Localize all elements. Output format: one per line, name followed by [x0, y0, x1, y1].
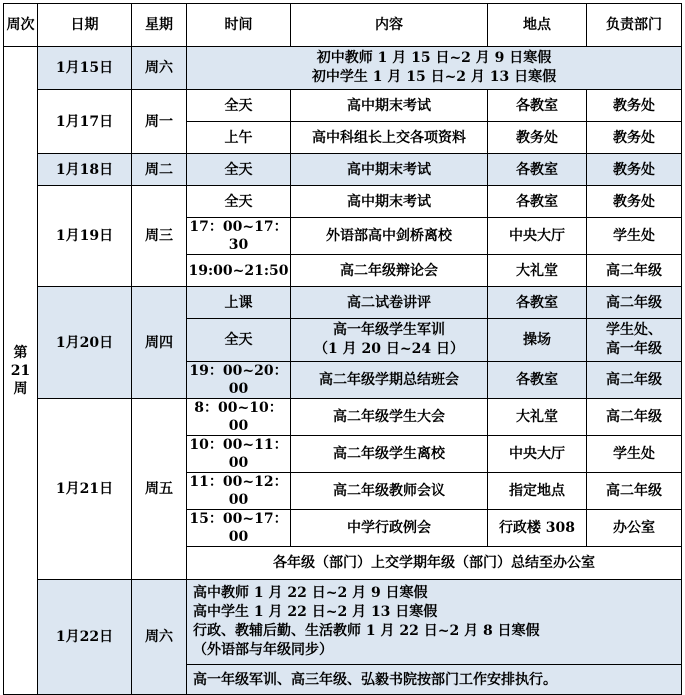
- row-content: 高二年级辩论会: [291, 255, 488, 287]
- row-content: 高中期末考试: [291, 90, 488, 122]
- header-week: 周次: [4, 4, 38, 47]
- day-weekday: 周三: [132, 186, 187, 287]
- row-time: 全天: [187, 186, 291, 218]
- row-time: 全天: [187, 90, 291, 122]
- row-place: 指定地点: [488, 473, 587, 510]
- row-time: 19:00~21:50: [187, 255, 291, 287]
- row-content: [291, 319, 488, 362]
- row-time: 19：00~20：00: [187, 362, 291, 399]
- day-weekday: 周一: [132, 90, 187, 154]
- row-place: 大礼堂: [488, 399, 587, 436]
- row-content: 外语部高中剑桥离校: [291, 218, 488, 255]
- row-dept: 高二年级: [587, 399, 682, 436]
- content-line: 高一年级学生军训: [333, 322, 445, 338]
- day-weekday: 周四: [132, 287, 187, 399]
- row-content: 高二年级学期总结班会: [291, 362, 488, 399]
- day-date: 1月20日: [38, 287, 132, 399]
- week-label: 第21周: [4, 47, 38, 695]
- row-time: 上午: [187, 122, 291, 154]
- note-line: 高中学生 1 月 22 日~2 月 13 日寒假: [193, 604, 438, 620]
- schedule-table: [3, 3, 682, 695]
- row-content: 中学行政例会: [291, 510, 488, 547]
- row-time: 11：00~12：00: [187, 473, 291, 510]
- row-place: 各教室: [488, 362, 587, 399]
- row-place: 教务处: [488, 122, 587, 154]
- row-time: 10：00~11：00: [187, 436, 291, 473]
- note-line: 高中教师 1 月 22 日~2 月 9 日寒假: [193, 585, 428, 601]
- row-place: 各教室: [488, 90, 587, 122]
- row-time: 全天: [187, 319, 291, 362]
- row-content: 高二年级教师会议: [291, 473, 488, 510]
- row-dept: 教务处: [587, 154, 682, 186]
- table-row: [4, 186, 682, 218]
- header-time: 时间: [187, 4, 291, 47]
- header-dept: 负责部门: [587, 4, 682, 47]
- row-dept: 教务处: [587, 90, 682, 122]
- day-date: 1月22日: [38, 580, 132, 695]
- day-date: 1月15日: [38, 47, 132, 90]
- table-row: [4, 399, 682, 436]
- day-weekday: 周六: [132, 47, 187, 90]
- header-content: 内容: [291, 4, 488, 47]
- day-note: [187, 580, 682, 665]
- day-date: 1月19日: [38, 186, 132, 287]
- day-date: 1月21日: [38, 399, 132, 580]
- table-row: [4, 154, 682, 186]
- row-content: 高中期末考试: [291, 154, 488, 186]
- header-weekday: 星期: [132, 4, 187, 47]
- row-content: 高中期末考试: [291, 186, 488, 218]
- note-line: （外语部与年级同步）: [193, 642, 333, 658]
- row-dept: 学生处: [587, 436, 682, 473]
- row-place: 各教室: [488, 154, 587, 186]
- row-content: 高二年级学生大会: [291, 399, 488, 436]
- row-place: 中央大厅: [488, 436, 587, 473]
- row-place: 各教室: [488, 287, 587, 319]
- row-place: 大礼堂: [488, 255, 587, 287]
- note-line: 初中教师 1 月 15 日~2 月 9 日寒假: [316, 50, 552, 66]
- header-date: 日期: [38, 4, 132, 47]
- day-date: 1月17日: [38, 90, 132, 154]
- row-dept: 教务处: [587, 186, 682, 218]
- dept-line: 高一年级: [606, 341, 662, 357]
- row-content: 高二试卷讲评: [291, 287, 488, 319]
- row-time: 15：00~17：00: [187, 510, 291, 547]
- note-line: 行政、教辅后勤、生活教师 1 月 22 日~2 月 8 日寒假: [193, 623, 540, 639]
- row-time: 8：00~10：00: [187, 399, 291, 436]
- row-place: 各教室: [488, 186, 587, 218]
- note-line: 初中学生 1 月 15 日~2 月 13 日寒假: [311, 69, 557, 85]
- day-note-2: 高一年级军训、高三年级、弘毅书院按部门工作安排执行。: [187, 665, 682, 695]
- dept-line: 学生处、: [606, 322, 662, 338]
- table-row: [4, 47, 682, 90]
- row-dept: [587, 319, 682, 362]
- row-dept: 教务处: [587, 122, 682, 154]
- row-dept: 高二年级: [587, 287, 682, 319]
- day-note: 各年级（部门）上交学期年级（部门）总结至办公室: [187, 547, 682, 580]
- row-place: 操场: [488, 319, 587, 362]
- row-dept: 高二年级: [587, 362, 682, 399]
- row-content: 高中科组长上交各项资料: [291, 122, 488, 154]
- day-date: 1月18日: [38, 154, 132, 186]
- day-weekday: 周二: [132, 154, 187, 186]
- day-weekday: 周六: [132, 580, 187, 695]
- row-dept: 高二年级: [587, 473, 682, 510]
- header-place: 地点: [488, 4, 587, 47]
- header-row: [4, 4, 682, 47]
- day-note: [187, 47, 682, 90]
- content-line: （1 月 20 日~24 日）: [314, 341, 464, 357]
- table-row: [4, 287, 682, 319]
- row-dept: 办公室: [587, 510, 682, 547]
- row-dept: 高二年级: [587, 255, 682, 287]
- row-place: 中央大厅: [488, 218, 587, 255]
- row-time: 全天: [187, 154, 291, 186]
- table-row: [4, 90, 682, 122]
- row-time: 上课: [187, 287, 291, 319]
- day-weekday: 周五: [132, 399, 187, 580]
- row-dept: 学生处: [587, 218, 682, 255]
- table-row: [4, 580, 682, 665]
- row-place: 行政楼 308: [488, 510, 587, 547]
- row-time: 17：00~17：30: [187, 218, 291, 255]
- row-content: 高二年级学生离校: [291, 436, 488, 473]
